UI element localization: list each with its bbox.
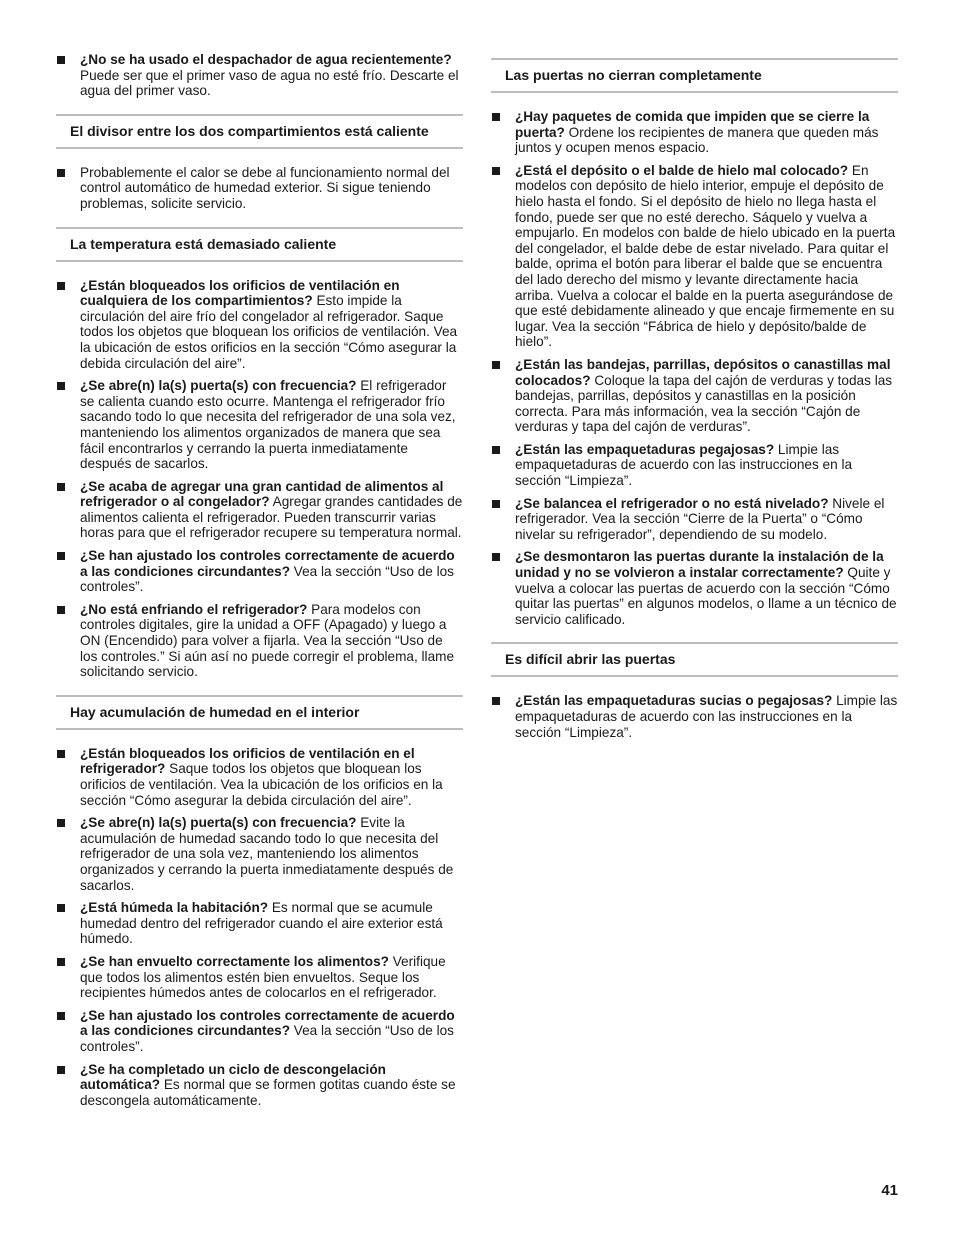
list-item: [491, 357, 898, 435]
list-item: [491, 109, 898, 156]
list-item: [56, 1062, 463, 1109]
section-heading: Hay acumulación de humedad en el interior: [56, 695, 463, 730]
item-question: ¿Están bloqueados los orificios de ventilación en el refrigerador?: [80, 745, 415, 777]
square-bullet-icon: [57, 750, 65, 758]
left-column: [56, 52, 463, 1115]
square-bullet-icon: [492, 361, 500, 369]
item-question: ¿Están las bandejas, parrillas, depósitos o canastillas mal colocados?: [515, 356, 891, 388]
square-bullet-icon: [57, 282, 65, 290]
item-answer: Limpie las empaquetaduras de acuerdo con las instrucciones en la sección “Limpieza”.: [515, 441, 853, 489]
item-question: ¿Se abre(n) la(s) puerta(s) con frecuencia?: [80, 815, 357, 831]
item-answer: Evite la acumulación de humedad sacando todo lo que necesita del refrigerador de una sola vez, manteniendo los alimentos organizados y cerrando la puerta inmediatamente después de sacarlos.: [80, 815, 454, 893]
item-answer: Coloque la tapa del cajón de verduras y todas las bandejas, parrillas, depósitos y canastillas en la posición correcta. Para más información, vea la sección “Cajón de verduras y tapa del cajón de verduras”.: [515, 372, 893, 435]
square-bullet-icon: [492, 697, 500, 705]
item-answer: Ordene los recipientes de manera que queden más juntos y ocupen menos espacio.: [515, 124, 879, 156]
square-bullet-icon: [57, 169, 65, 177]
square-bullet-icon: [57, 382, 65, 390]
item-answer: Vea la sección “Uso de los controles”.: [80, 563, 454, 595]
section-heading: La temperatura está demasiado caliente: [56, 227, 463, 262]
square-bullet-icon: [57, 819, 65, 827]
item-question: ¿Se desmontaron las puertas durante la instalación de la unidad y no se volvieron a instalar correctamente?: [515, 549, 884, 581]
list-item: [56, 278, 463, 372]
item-question: ¿Se acaba de agregar una gran cantidad de alimentos al refrigerador o al congelador?: [80, 478, 444, 510]
square-bullet-icon: [57, 958, 65, 966]
square-bullet-icon: [492, 167, 500, 175]
item-answer: En modelos con depósito de hielo interior, empuje el depósito de hielo hasta el fondo. Si el depósito de hielo no llega hasta el fondo, puede ser que no esté derecho. Sáquelo y vuelva a empujarlo. En modelos con balde de hielo ubicado en la puerta del congelador, el balde debe de estar nivelado. Para quitar el balde, oprima el botón para liberar el balde que se encuentra del lado derecho del mismo y levante directamente hacia arriba. Vuelva a colocar el balde en la puerta asegurándose de que esté debidamente alineado y que encaje firmemente en su lugar. Vea la sección “Fábrica de hielo y depósito/balde de hielo”.: [515, 162, 896, 350]
item-answer: Verifique que todos los alimentos estén bien envueltos. Seque los recipientes húmedos antes de colocarlos en el refrigerador.: [80, 953, 446, 1001]
list-item: [56, 52, 463, 99]
list-item: [56, 954, 463, 1001]
section-heading: El divisor entre los dos compartimientos está caliente: [56, 114, 463, 149]
list-item: [491, 693, 898, 740]
item-question: ¿Están bloqueados los orificios de ventilación en cualquiera de los compartimientos?: [80, 277, 400, 309]
item-question: ¿Está el depósito o el balde de hielo mal colocado?: [515, 162, 849, 178]
page-number: 41: [881, 1182, 898, 1199]
item-question: ¿Están las empaquetaduras pegajosas?: [515, 441, 775, 457]
item-answer: Esto impide la circulación del aire frío del congelador al refrigerador. Saque todos los objetos que bloquean los orificios de ventilación. Vea la ubicación de estos orificios en la sección “Cómo asegurar la debida circulación del aire”.: [80, 293, 458, 371]
item-answer: Agregar grandes cantidades de alimentos calienta el refrigerador. Pueden transcurrir varias horas para que el refrigerador recupere su temperatura normal.: [80, 494, 463, 541]
square-bullet-icon: [57, 606, 65, 614]
square-bullet-icon: [492, 113, 500, 121]
item-answer: Saque todos los objetos que bloquean los orificios de ventilación. Vea la ubicación de los orificios en la sección “Cómo asegurar la debida circulación del aire”.: [80, 761, 443, 808]
list-item: [56, 165, 463, 212]
list-item: [56, 746, 463, 808]
list-item: [491, 442, 898, 489]
item-question: ¿Se balancea el refrigerador o no está nivelado?: [515, 495, 829, 511]
square-bullet-icon: [57, 483, 65, 491]
square-bullet-icon: [57, 1066, 65, 1074]
list-item: [56, 602, 463, 680]
list-item: [56, 479, 463, 541]
square-bullet-icon: [57, 552, 65, 560]
list-item: [56, 1008, 463, 1055]
square-bullet-icon: [57, 904, 65, 912]
square-bullet-icon: [492, 446, 500, 454]
list-item: [491, 496, 898, 543]
item-answer: Nivele el refrigerador. Vea la sección “Cierre de la Puerta” o “Cómo nivelar su refrigerador”, dependiendo de su modelo.: [515, 495, 885, 542]
item-answer: Es normal que se formen gotitas cuando éste se descongela automáticamente.: [80, 1077, 456, 1108]
list-item: [491, 549, 898, 627]
square-bullet-icon: [57, 56, 65, 64]
item-question: ¿No está enfriando el refrigerador?: [80, 601, 308, 617]
item-question: ¿Están las empaquetaduras sucias o pegajosas?: [515, 693, 833, 709]
item-answer: Quite y vuelva a colocar las puertas de acuerdo con la sección “Cómo quitar las puertas” en algunos modelos, o llame a un técnico de servicio calificado.: [515, 565, 897, 627]
item-question: ¿Se han envuelto correctamente los alimentos?: [80, 953, 389, 969]
item-answer: Probablemente el calor se debe al funcionamiento normal del control automático de humedad exterior. Si sigue teniendo problemas, solicite servicio.: [80, 164, 450, 211]
item-question: ¿No se ha usado el despachador de agua recientemente?: [80, 52, 452, 67]
item-question: ¿Hay paquetes de comida que impiden que se cierre la puerta?: [515, 109, 870, 140]
list-item: [56, 900, 463, 947]
square-bullet-icon: [57, 1012, 65, 1020]
item-answer: Para modelos con controles digitales, gire la unidad a OFF (Apagado) y luego a ON (Encendido) para volver a fijarla. Vea la sección “Uso de los controles.” Si aún así no puede corregir el problema, llame solicitando servicio.: [80, 601, 455, 680]
square-bullet-icon: [492, 500, 500, 508]
item-question: ¿Se abre(n) la(s) puerta(s) con frecuencia?: [80, 378, 357, 394]
section-heading: Las puertas no cierran completamente: [491, 58, 898, 93]
list-item: [56, 815, 463, 893]
item-answer: Limpie las empaquetaduras de acuerdo con las instrucciones en la sección “Limpieza”.: [515, 693, 898, 740]
item-question: ¿Se han ajustado los controles correctamente de acuerdo a las condiciones circundantes?: [80, 548, 455, 579]
item-question: ¿Se han ajustado los controles correctamente de acuerdo a las condiciones circundantes?: [80, 1007, 455, 1039]
list-item: [56, 378, 463, 472]
item-answer: Es normal que se acumule humedad dentro del refrigerador cuando el aire exterior está húmedo.: [80, 900, 443, 947]
list-item: [491, 163, 898, 350]
right-column: [491, 58, 898, 747]
item-answer: Vea la sección “Uso de los controles”.: [80, 1023, 454, 1054]
item-question: ¿Se ha completado un ciclo de descongelación automática?: [80, 1061, 386, 1093]
list-item: [56, 548, 463, 595]
square-bullet-icon: [492, 553, 500, 561]
item-question: ¿Está húmeda la habitación?: [80, 900, 269, 916]
section-heading: Es difícil abrir las puertas: [491, 642, 898, 677]
item-answer: Puede ser que el primer vaso de agua no esté frío. Descarte el agua del primer vaso.: [80, 67, 459, 99]
item-answer: El refrigerador se calienta cuando esto ocurre. Mantenga el refrigerador frío sacando todo lo que necesita del refrigerador de una sola vez, manteniendo los alimentos organizados de manera que sea fácil encontrarlos y cerrando la puerta inmediatamente después de sacarlos.: [80, 378, 456, 472]
